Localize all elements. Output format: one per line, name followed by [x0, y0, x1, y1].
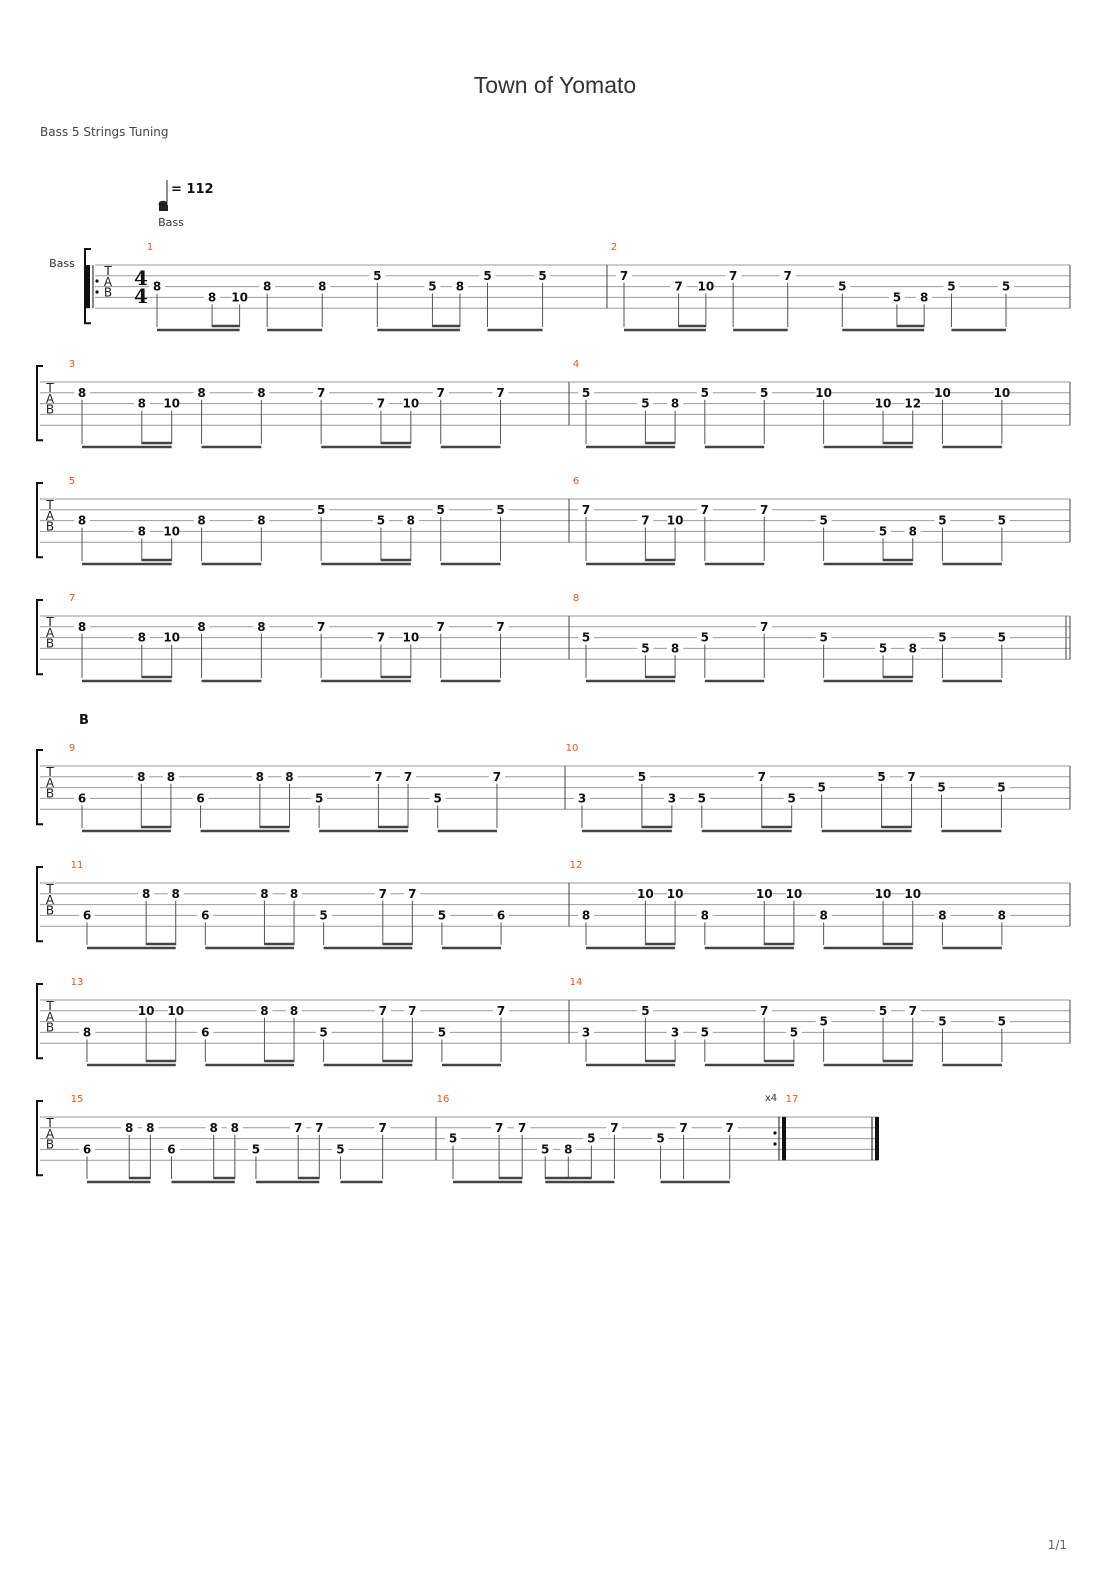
fret-number: 7 — [408, 886, 417, 901]
fret-number: 5 — [817, 780, 826, 795]
fret-number: 10 — [637, 886, 654, 901]
fret-number: 8 — [141, 886, 151, 901]
fret-number: 10 — [402, 396, 420, 411]
fret-number: 10 — [666, 513, 684, 528]
fret-number: 8 — [152, 279, 162, 294]
fret-number: 6 — [82, 908, 92, 923]
fret-number: 3 — [667, 791, 677, 806]
fret-number: 5 — [878, 1003, 888, 1018]
fret-number: 7 — [496, 1003, 506, 1018]
tab-clef-letter: B — [45, 519, 55, 534]
fret-number: 10 — [755, 886, 773, 901]
fret-number: 8 — [207, 290, 217, 305]
time-signature-numerator: 4 — [134, 266, 148, 290]
fret-number: 5 — [877, 769, 886, 784]
fret-number: 7 — [619, 268, 629, 283]
fret-number: 5 — [641, 396, 650, 411]
fret-number: 6 — [201, 908, 210, 923]
tab-clef-letter: A — [45, 625, 55, 640]
measure-number: 13 — [70, 977, 84, 988]
fret-number: 8 — [262, 279, 272, 294]
fret-number: 8 — [819, 908, 828, 923]
tab-clef-letter: B — [45, 636, 55, 651]
fret-number: 8 — [255, 769, 265, 784]
fret-number: 5 — [878, 524, 888, 539]
fret-number: 10 — [137, 1003, 155, 1018]
measure-number: 6 — [572, 476, 580, 487]
fret-number: 5 — [581, 385, 591, 400]
fret-number: 7 — [757, 769, 766, 784]
fret-number: 10 — [785, 886, 803, 901]
fret-number: 7 — [907, 769, 916, 784]
fret-number: 5 — [319, 908, 328, 923]
fret-number: 8 — [137, 396, 146, 411]
fret-number: 5 — [336, 1142, 345, 1157]
fret-number: 7 — [760, 1003, 769, 1018]
measure-number: 3 — [68, 359, 76, 370]
fret-number: 5 — [938, 1014, 947, 1029]
fret-number: 8 — [137, 769, 146, 784]
fret-number: 5 — [892, 290, 902, 305]
fret-number: 7 — [316, 619, 326, 634]
fret-number: 7 — [316, 385, 326, 400]
tab-clef-letter: T — [46, 615, 54, 629]
time-signature-denominator: 4 — [134, 284, 148, 308]
fret-number: 5 — [997, 513, 1007, 528]
fret-number: 5 — [760, 385, 769, 400]
fret-number: 5 — [641, 1003, 650, 1018]
tempo-instrument-label: Bass — [158, 216, 184, 229]
fret-number: 3 — [581, 1025, 591, 1040]
fret-number: 5 — [938, 513, 947, 528]
fret-number: 5 — [938, 630, 947, 645]
fret-number: 8 — [406, 513, 416, 528]
measure-number: 16 — [436, 1094, 450, 1105]
fret-number: 8 — [77, 385, 87, 400]
fret-number: 12 — [904, 396, 922, 411]
fret-number: 10 — [815, 385, 832, 400]
fret-number: 7 — [376, 630, 386, 645]
tempo-note-icon — [159, 205, 168, 211]
tab-clef-letter: B — [45, 1137, 55, 1152]
tab-clef-letter: T — [46, 882, 54, 896]
tab-clef-letter: T — [46, 498, 54, 512]
fret-number: 5 — [700, 1025, 709, 1040]
fret-number: 5 — [997, 1014, 1007, 1029]
fret-number: 10 — [167, 1003, 185, 1018]
fret-number: 7 — [518, 1120, 527, 1135]
tab-clef-letter: B — [45, 903, 55, 918]
fret-number: 8 — [137, 630, 146, 645]
fret-number: 10 — [874, 396, 892, 411]
fret-number: 5 — [587, 1131, 596, 1146]
fret-number: 5 — [496, 502, 505, 517]
fret-number: 10 — [934, 385, 951, 400]
tab-clef-letter: T — [46, 765, 54, 779]
track-name-label: Bass — [49, 257, 75, 270]
fret-number: 7 — [376, 396, 386, 411]
fret-number: 7 — [378, 886, 387, 901]
fret-number: 8 — [197, 513, 206, 528]
measure-number: 1 — [146, 242, 154, 253]
fret-number: 8 — [209, 1120, 218, 1135]
fret-number: 8 — [908, 524, 917, 539]
tab-clef-letter: T — [46, 999, 54, 1013]
fret-number: 5 — [700, 385, 709, 400]
fret-number: 8 — [146, 1120, 155, 1135]
fret-number: 7 — [674, 279, 683, 294]
fret-number: 6 — [77, 791, 87, 806]
measure-number: 7 — [68, 593, 76, 604]
fret-number: 5 — [428, 279, 437, 294]
fret-number: 7 — [728, 268, 738, 283]
fret-number: 10 — [904, 886, 922, 901]
fret-number: 8 — [455, 279, 465, 294]
fret-number: 5 — [316, 502, 326, 517]
fret-number: 8 — [581, 908, 591, 923]
fret-number: 8 — [125, 1120, 134, 1135]
fret-number: 5 — [997, 630, 1007, 645]
fret-number: 10 — [993, 385, 1011, 400]
fret-number: 8 — [197, 619, 206, 634]
fret-number: 5 — [819, 630, 828, 645]
measure-number: 8 — [572, 593, 580, 604]
fret-number: 7 — [436, 619, 445, 634]
tab-clef-letter: B — [45, 786, 55, 801]
fret-number: 5 — [878, 641, 888, 656]
tab-clef-letter: A — [103, 274, 113, 289]
fret-number: 8 — [700, 908, 709, 923]
fret-number: 5 — [448, 1131, 458, 1146]
fret-number: 5 — [787, 791, 796, 806]
fret-number: 5 — [433, 791, 442, 806]
fret-number: 5 — [656, 1131, 665, 1146]
fret-number: 5 — [997, 780, 1006, 795]
fret-number: 5 — [483, 268, 492, 283]
fret-number: 5 — [700, 630, 709, 645]
repeat-dot — [773, 1131, 776, 1134]
fret-number: 7 — [725, 1120, 734, 1135]
fret-number: 10 — [231, 290, 248, 305]
fret-number: 5 — [376, 513, 386, 528]
fret-number: 8 — [77, 619, 87, 634]
fret-number: 7 — [760, 502, 769, 517]
fret-number: 5 — [373, 268, 382, 283]
fret-number: 7 — [403, 769, 413, 784]
fret-number: 7 — [378, 1003, 387, 1018]
repeat-end-thick-bar — [782, 1117, 786, 1160]
fret-number: 8 — [289, 1003, 299, 1018]
fret-number: 5 — [437, 908, 447, 923]
fret-number: 5 — [819, 513, 828, 528]
fret-number: 7 — [408, 1003, 417, 1018]
fret-number: 8 — [670, 641, 680, 656]
fret-number: 8 — [260, 886, 269, 901]
fret-number: 5 — [641, 641, 650, 656]
fret-number: 5 — [819, 1014, 828, 1029]
fret-number: 8 — [257, 385, 266, 400]
fret-number: 8 — [997, 908, 1007, 923]
fret-number: 10 — [163, 396, 181, 411]
repeat-dot — [773, 1142, 776, 1145]
fret-number: 7 — [641, 513, 650, 528]
fret-number: 8 — [564, 1142, 573, 1157]
measure-number: 14 — [569, 977, 583, 988]
fret-number: 8 — [257, 619, 266, 634]
tab-clef-letter: A — [45, 775, 55, 790]
fret-number: 5 — [319, 1025, 328, 1040]
repeat-count-label: x4 — [764, 1093, 778, 1104]
fret-number: 5 — [581, 630, 591, 645]
tuning-label: Bass 5 Strings Tuning — [40, 125, 169, 139]
fret-number: 7 — [378, 1120, 387, 1135]
fret-number: 10 — [163, 630, 181, 645]
fret-number: 5 — [437, 1025, 447, 1040]
fret-number: 8 — [938, 908, 947, 923]
fret-number: 7 — [492, 769, 502, 784]
measure-number: 5 — [68, 476, 76, 487]
fret-number: 7 — [496, 619, 505, 634]
tab-clef-letter: A — [45, 892, 55, 907]
fret-number: 5 — [947, 279, 956, 294]
fret-number: 5 — [637, 769, 647, 784]
fret-number: 5 — [1001, 279, 1011, 294]
fret-number: 8 — [257, 513, 266, 528]
fret-number: 7 — [315, 1120, 324, 1135]
tempo-label: = 112 — [171, 182, 214, 197]
fret-number: 7 — [436, 385, 445, 400]
fret-number: 7 — [700, 502, 709, 517]
fret-number: 7 — [494, 1120, 504, 1135]
tab-clef-letter: T — [46, 381, 54, 395]
tab-clef-letter: A — [45, 1126, 55, 1141]
repeat-start-thick-bar — [86, 265, 90, 308]
fret-number: 3 — [670, 1025, 680, 1040]
tab-clef-letter: B — [103, 285, 113, 300]
fret-number: 5 — [838, 279, 847, 294]
fret-number: 8 — [166, 769, 176, 784]
fret-number: 5 — [538, 268, 547, 283]
fret-number: 10 — [402, 630, 420, 645]
fret-number: 8 — [670, 396, 680, 411]
fret-number: 6 — [201, 1025, 210, 1040]
fret-number: 8 — [82, 1025, 92, 1040]
section-label: B — [79, 713, 89, 728]
measure-number: 12 — [569, 860, 583, 871]
fret-number: 7 — [581, 502, 591, 517]
fret-number: 10 — [874, 886, 892, 901]
repeat-dot — [95, 279, 98, 282]
fret-number: 8 — [197, 385, 206, 400]
song-title: Town of Yomato — [473, 72, 637, 98]
fret-number: 5 — [436, 502, 445, 517]
fret-number: 8 — [260, 1003, 269, 1018]
page-number: 1/1 — [1047, 1538, 1067, 1552]
fret-number: 8 — [285, 769, 294, 784]
tab-clef-letter: A — [45, 1009, 55, 1024]
fret-number: 8 — [318, 279, 327, 294]
fret-number: 7 — [374, 769, 383, 784]
fret-number: 8 — [171, 886, 180, 901]
fret-number: 10 — [697, 279, 715, 294]
fret-number: 7 — [496, 385, 505, 400]
fret-number: 7 — [293, 1120, 303, 1135]
fret-number: 10 — [666, 886, 684, 901]
fret-number: 7 — [908, 1003, 917, 1018]
fret-number: 8 — [289, 886, 299, 901]
fret-number: 3 — [577, 791, 587, 806]
fret-number: 7 — [610, 1120, 619, 1135]
fret-number: 5 — [789, 1025, 799, 1040]
fret-number: 6 — [82, 1142, 92, 1157]
tab-clef-letter: B — [45, 402, 55, 417]
fret-number: 7 — [679, 1120, 688, 1135]
fret-number: 7 — [760, 619, 769, 634]
tab-clef-letter: A — [45, 391, 55, 406]
fret-number: 5 — [251, 1142, 261, 1157]
repeat-dot — [95, 290, 98, 293]
fret-number: 5 — [314, 791, 324, 806]
fret-number: 8 — [137, 524, 146, 539]
measure-number: 17 — [785, 1094, 799, 1105]
fret-number: 6 — [167, 1142, 176, 1157]
measure-number: 11 — [70, 860, 84, 871]
measure-number: 2 — [610, 242, 618, 253]
measure-number: 15 — [70, 1094, 84, 1105]
fret-number: 5 — [541, 1142, 550, 1157]
fret-number: 8 — [919, 290, 929, 305]
fret-number: 7 — [783, 268, 792, 283]
fret-number: 5 — [697, 791, 707, 806]
tab-clef-letter: B — [45, 1020, 55, 1035]
tab-clef-letter: T — [46, 1116, 54, 1130]
measure-number: 4 — [572, 359, 580, 370]
fret-number: 5 — [937, 780, 946, 795]
fret-number: 6 — [496, 908, 506, 923]
final-bar-thick — [875, 1117, 879, 1160]
fret-number: 8 — [77, 513, 87, 528]
fret-number: 10 — [163, 524, 181, 539]
fret-number: 8 — [908, 641, 917, 656]
measure-number: 10 — [565, 743, 579, 754]
fret-number: 8 — [230, 1120, 240, 1135]
tab-clef-letter: A — [45, 508, 55, 523]
measure-number: 9 — [68, 743, 76, 754]
fret-number: 6 — [196, 791, 205, 806]
tab-clef-letter: T — [104, 264, 112, 278]
